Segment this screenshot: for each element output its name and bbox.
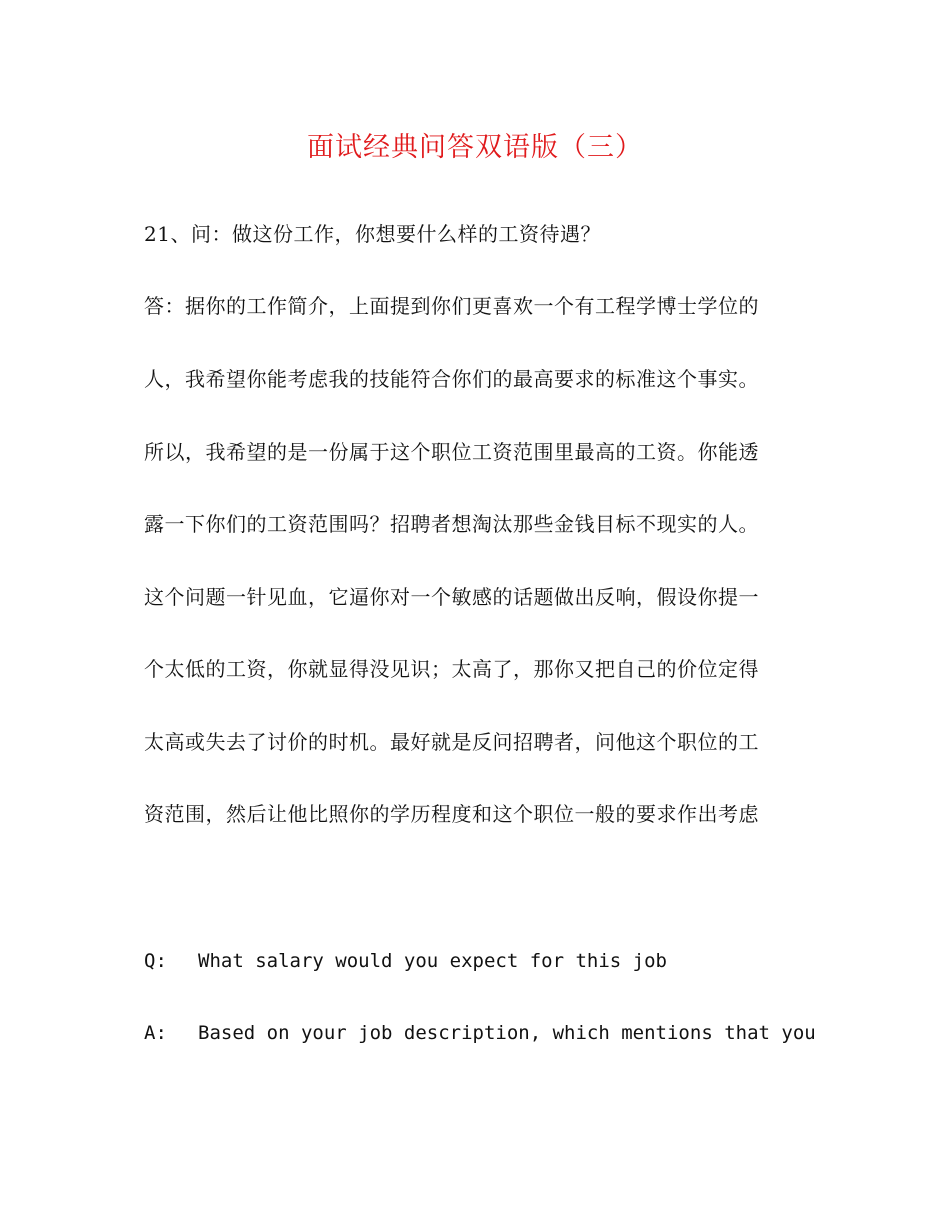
paragraph-line: 资范围，然后让他比照你的学历程度和这个职位一般的要求作出考虑 — [144, 802, 759, 826]
paragraph-line: 答：据你的工作简介，上面提到你们更喜欢一个有工程学博士学位的 — [144, 294, 759, 318]
english-answer-line — [144, 1018, 816, 1048]
paragraph-line: 个太低的工资，你就显得没见识；太高了，那你又把自己的价位定得 — [144, 657, 759, 681]
document-title: 面试经典问答双语版（三） — [307, 132, 643, 163]
question-text: What salary would you expect for this job — [198, 950, 667, 972]
question-label: Q: — [144, 950, 167, 972]
english-question-line — [144, 946, 667, 976]
paragraph-line: 人，我希望你能考虑我的技能符合你们的最高要求的标准这个事实。 — [144, 367, 759, 391]
paragraph-line: 这个问题一针见血，它逼你对一个敏感的话题做出反响，假设你提一 — [144, 585, 759, 609]
paragraph-line: 露一下你们的工资范围吗？招聘者想淘汰那些金钱目标不现实的人。 — [144, 512, 759, 536]
answer-text: Based on your job description, which mentions that you — [198, 1022, 816, 1044]
paragraph-line: 所以，我希望的是一份属于这个职位工资范围里最高的工资。你能透 — [144, 440, 759, 464]
answer-label: A: — [144, 1022, 167, 1044]
paragraph-line: 太高或失去了讨价的时机。最好就是反问招聘者，问他这个职位的工 — [144, 730, 759, 754]
paragraph-line: 21、问：做这份工作，你想要什么样的工资待遇？ — [144, 222, 601, 246]
